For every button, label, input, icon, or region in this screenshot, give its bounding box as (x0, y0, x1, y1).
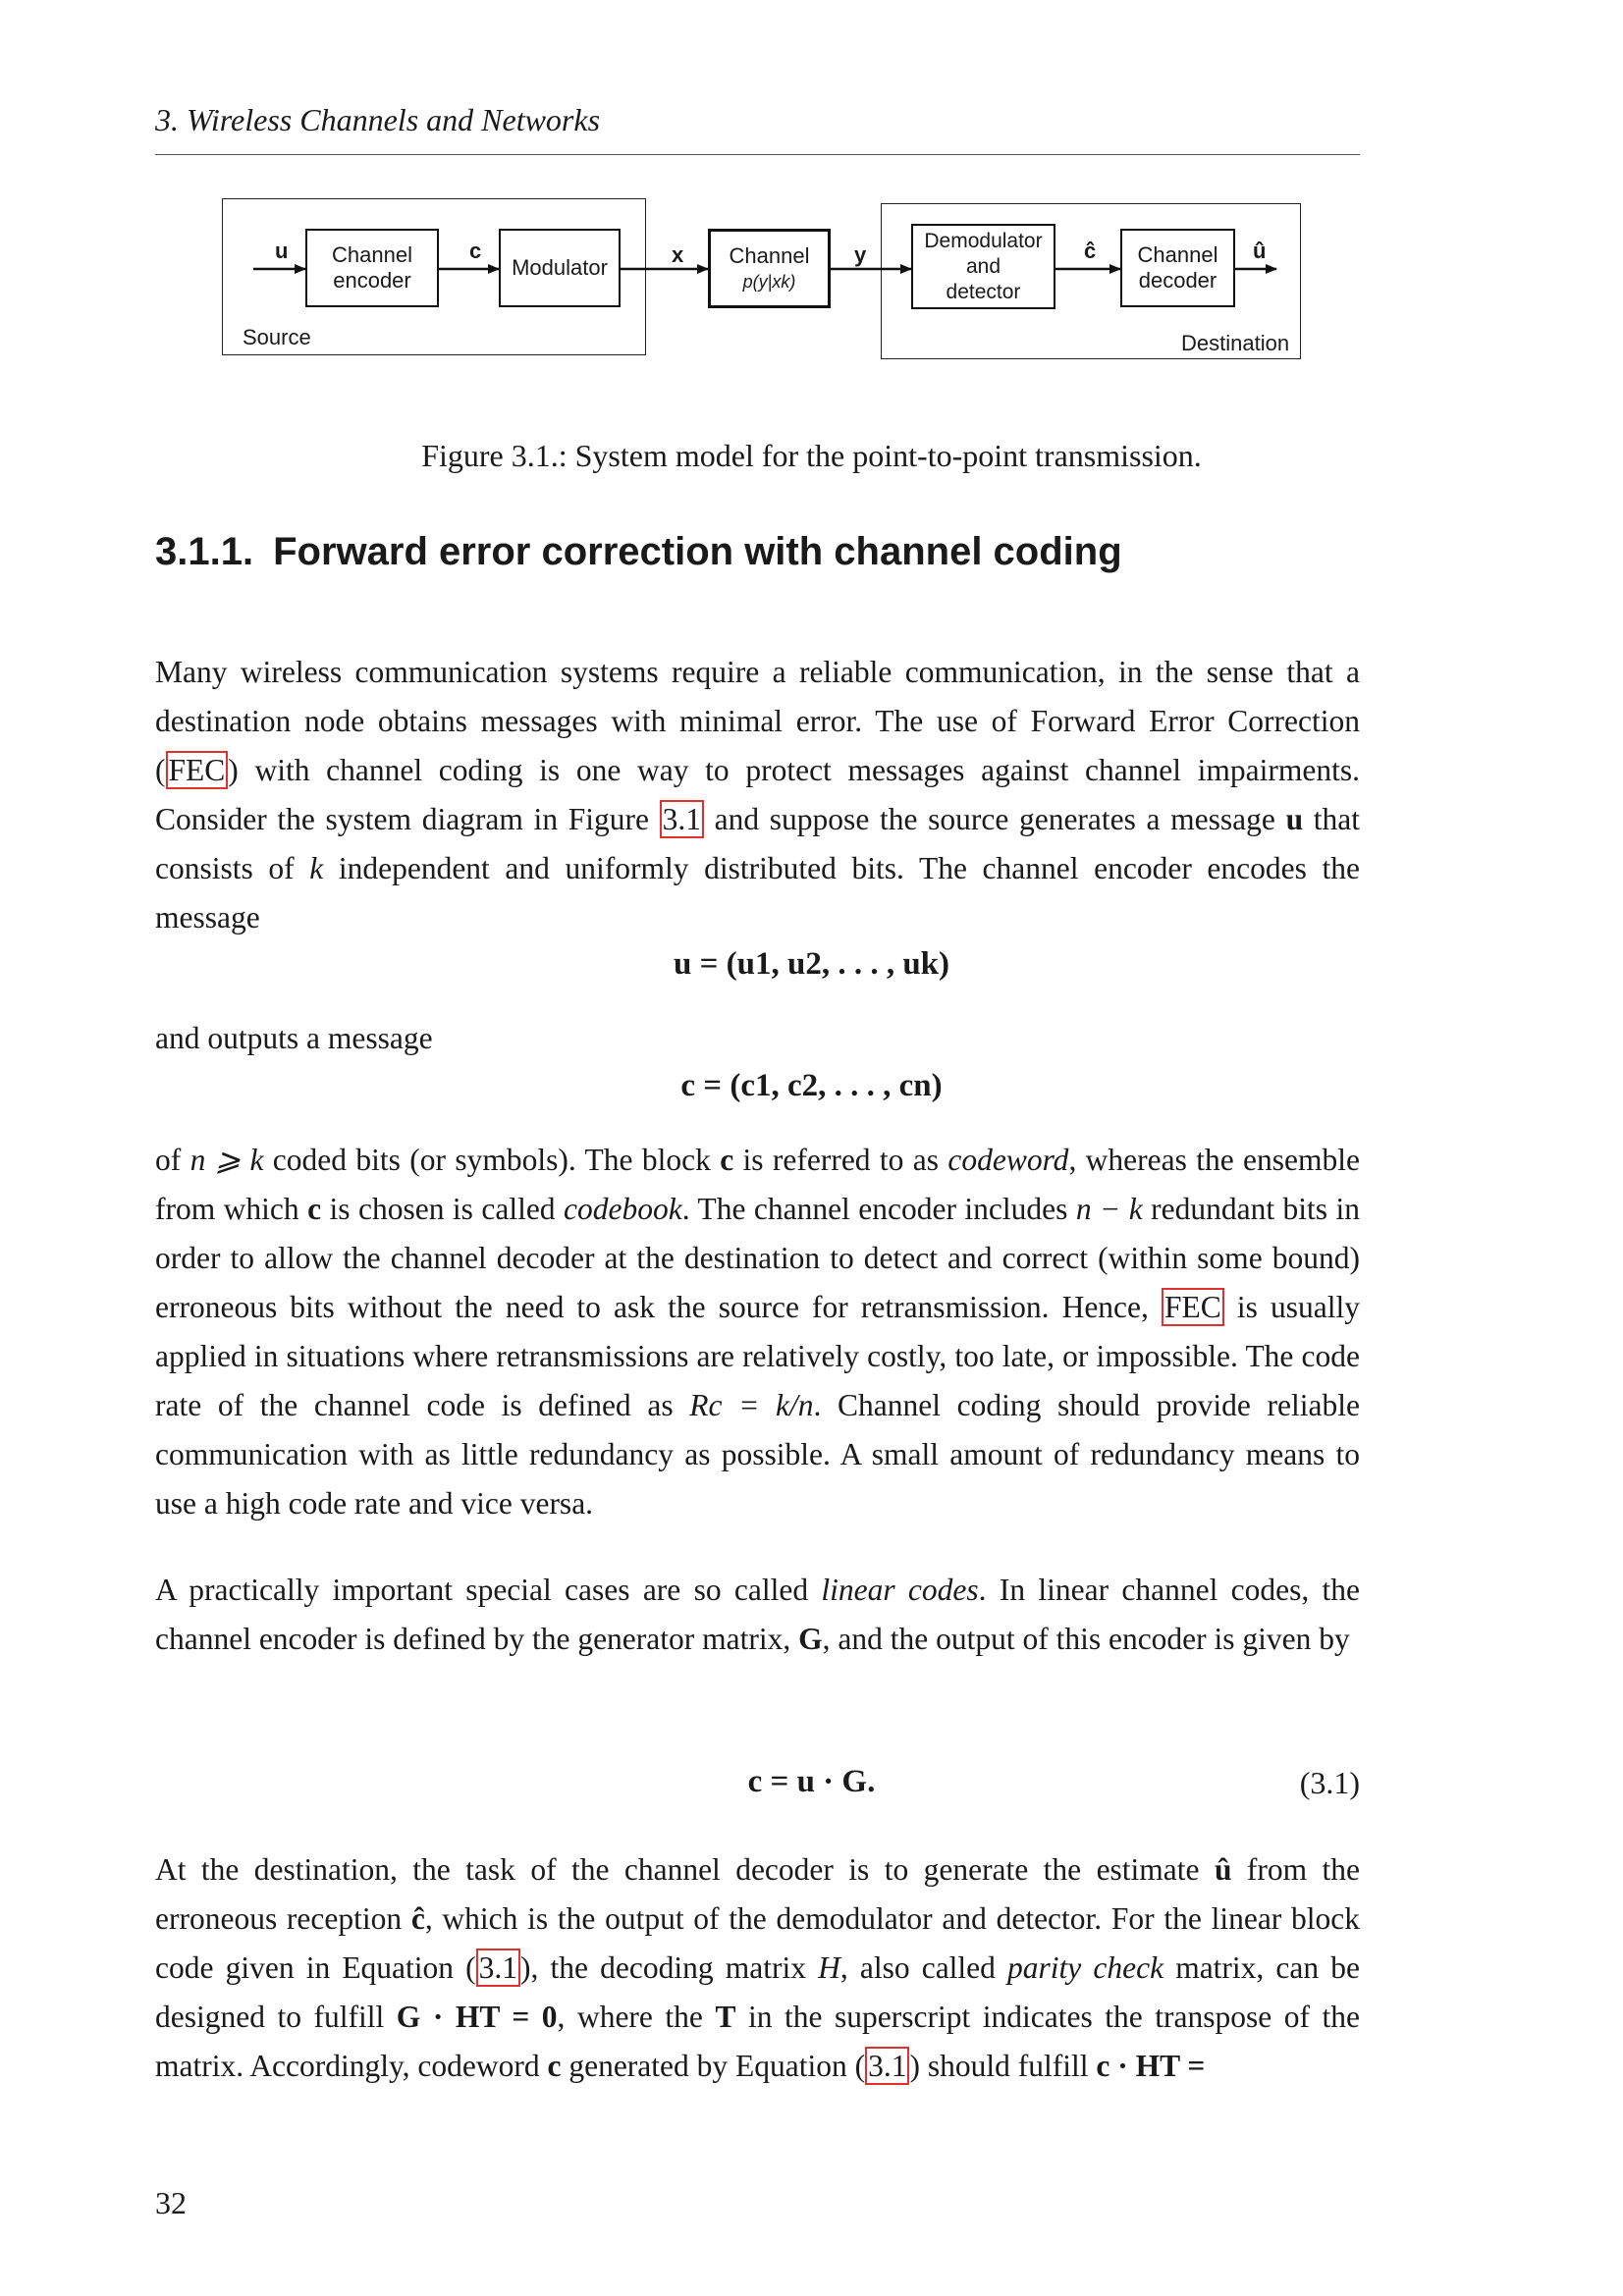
symbol-k: k (309, 851, 324, 885)
equation-u: u = (u1, u2, . . . , uk) (673, 946, 950, 982)
equation-3-1-link[interactable]: 3.1 (865, 2047, 909, 2085)
math-n-geq-k: n ⩾ k (189, 1143, 264, 1177)
system-model-figure (0, 0, 1623, 510)
p3-text-7: redundant bits in order to allow the channel decoder at the destination to detect and correct (within some bound) erroneous bits without the need to ask the source for retransmission. Hence, (155, 1192, 1360, 1324)
channel-encoder-line1: Channel (332, 242, 412, 267)
math-G-HT-zero: G · HT = 0 (396, 2000, 558, 2034)
demodulator-block (911, 224, 1055, 309)
paragraph-3 (155, 1136, 1360, 1528)
math-n-minus-k: n − k (1075, 1192, 1143, 1226)
running-header: 3. Wireless Channels and Networks (155, 102, 601, 137)
p1-text-2: ) with channel coding is one way to protect messages against channel impairments. Consider the system diagram in Figure (155, 753, 1360, 836)
p4-text-1: A practically important special cases are so called (155, 1573, 822, 1607)
signal-c: c (469, 239, 482, 263)
paragraph-5 (155, 1845, 1360, 2091)
p3-text-5: is chosen is called (321, 1192, 564, 1226)
symbol-G: G (798, 1622, 823, 1656)
symbol-c: c (547, 2049, 562, 2083)
symbol-c: c (307, 1192, 322, 1226)
p5-text-4: ), the decoding matrix (520, 1950, 819, 1985)
section-number: 3.1.1. (155, 530, 254, 573)
channel-encoder-line2: encoder (333, 268, 411, 293)
p1-text-5: independent and uniformly distributed bits. The channel encoder encodes the message (155, 851, 1360, 934)
paragraph-4 (155, 1566, 1360, 1664)
p1-text-4: that consists of (155, 802, 1360, 885)
symbol-T: T (715, 2000, 736, 2034)
equation-3-1: c = u · G. (747, 1764, 876, 1799)
modulator-label: Modulator (512, 255, 608, 280)
signal-u-hat: û (1253, 239, 1267, 263)
channel-block (708, 229, 831, 308)
term-codebook: codebook (564, 1192, 682, 1226)
modulator-block (499, 229, 621, 307)
p3-text-2: coded bits (or symbols). The block (263, 1143, 721, 1177)
figure-caption: Figure 3.1.: System model for the point-to-point transmission. (421, 438, 1202, 473)
demodulator-line1: Demodulator (924, 229, 1043, 252)
symbol-c-hat: ĉ (410, 1901, 425, 1936)
term-codeword: codeword (947, 1143, 1069, 1177)
p3-text-3: is referred to as (733, 1143, 948, 1177)
section-title: Forward error correction with channel coding (273, 530, 1122, 573)
source-label: Source (243, 325, 311, 349)
symbol-c: c (720, 1143, 734, 1177)
demodulator-line2: and (965, 254, 1001, 278)
p5-text-1: At the destination, the task of the channel decoder is to generate the estimate (155, 1852, 1215, 1887)
p1-text-3: and suppose the source generates a message (704, 802, 1286, 836)
p3-text-1: of (155, 1143, 190, 1177)
p1-text-1: Many wireless communication systems require a reliable communication, in the sense that a destination node obtains messages with minimal error. The use of Forward Error Correction ( (155, 655, 1360, 787)
term-parity-check: parity check (1007, 1950, 1164, 1985)
p3-text-9: . Channel coding should provide reliable communication with as little redundancy as possible. A small amount of redundancy means to use a high code rate and vice versa. (155, 1388, 1360, 1521)
channel-label: Channel (729, 242, 810, 268)
figure-3-1-link[interactable]: 3.1 (660, 800, 704, 838)
p5-text-8: in the superscript indicates the transpose of the matrix. Accordingly, codeword (155, 2000, 1360, 2083)
math-c-HT: c · HT = (1096, 2049, 1206, 2083)
p5-text-10: ) should fulfill (909, 2049, 1097, 2083)
math-code-rate: Rc = k/n (689, 1388, 814, 1422)
p4-text-3: , and the output of this encoder is given by (822, 1622, 1350, 1656)
symbol-u-hat: û (1214, 1852, 1232, 1887)
channel-decoder-line2: decoder (1138, 268, 1217, 293)
fec-acronym-link[interactable]: FEC (166, 751, 229, 789)
demodulator-line3: detector (946, 280, 1021, 303)
destination-label: Destination (1181, 331, 1290, 355)
p3-text-6: . The channel encoder includes (681, 1192, 1076, 1226)
equation-c: c = (c1, c2, . . . , cn) (680, 1068, 943, 1103)
p4-text-2: . In linear channel codes, the channel encoder is defined by the generator matrix, (155, 1573, 1360, 1656)
p5-text-6: matrix, can be designed to fulfill (155, 1950, 1360, 2034)
paragraph-2: and outputs a message (155, 1021, 433, 1055)
channel-encoder-block (305, 229, 439, 307)
fec-acronym-link[interactable]: FEC (1162, 1288, 1224, 1326)
equation-3-1-link[interactable]: 3.1 (476, 1949, 520, 1987)
paragraph-1 (155, 648, 1360, 942)
signal-y: y (854, 242, 867, 267)
signal-x: x (672, 242, 684, 267)
channel-decoder-block (1120, 229, 1235, 307)
term-linear-codes: linear codes (821, 1573, 979, 1607)
p5-text-2: from the erroneous reception (155, 1852, 1360, 1936)
symbol-u: u (1285, 802, 1304, 836)
signal-u: u (275, 239, 289, 263)
symbol-H: H (818, 1950, 840, 1985)
signal-c-hat: ĉ (1084, 239, 1097, 263)
p5-text-5: , also called (839, 1950, 1008, 1985)
p5-text-9: generated by Equation ( (561, 2049, 866, 2083)
page-number: 32 (155, 2185, 187, 2220)
p5-text-3: , which is the output of the demodulator and detector. For the linear block code given in Equation ( (155, 1901, 1360, 1985)
channel-decoder-line1: Channel (1137, 242, 1218, 267)
channel-pdf: p(y|xk) (742, 271, 796, 292)
equation-3-1-number: (3.1) (1299, 1765, 1360, 1800)
p3-text-8: is usually applied in situations where retransmissions are relatively costly, too late, or impossible. The code rate of the channel code is defined as (155, 1290, 1360, 1422)
p5-text-7: , where the (557, 2000, 716, 2034)
p3-text-4: , whereas the ensemble from which (155, 1143, 1361, 1226)
section-heading (155, 530, 1122, 574)
